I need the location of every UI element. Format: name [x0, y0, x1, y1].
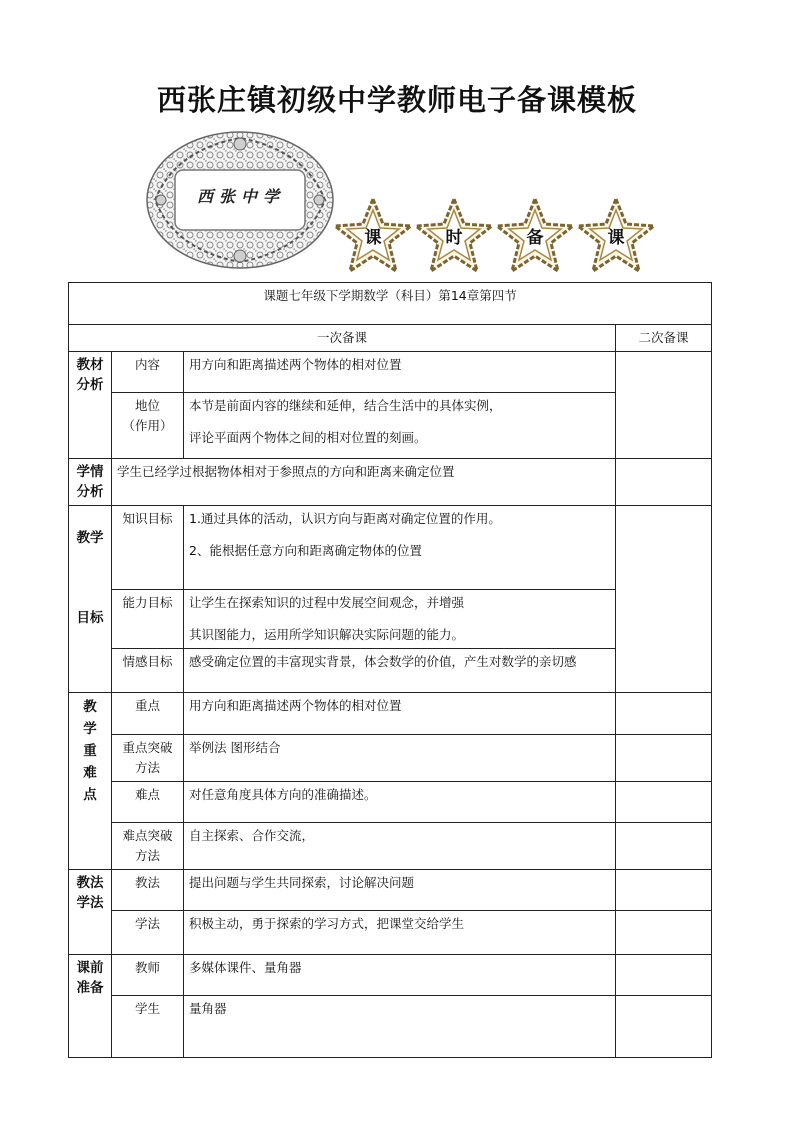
key-method-text: 举例法 图形结合 — [184, 735, 616, 782]
teaching-goals-label — [69, 506, 112, 693]
second-prep-cell[interactable] — [616, 870, 712, 911]
label-line: 准备 — [76, 980, 104, 996]
label-char: 学 — [83, 721, 97, 737]
header-first-prep: 一次备课 — [69, 325, 616, 352]
difficult-point-label: 难点 — [112, 782, 184, 823]
second-prep-cell[interactable] — [616, 459, 712, 506]
second-prep-cell[interactable] — [616, 735, 712, 782]
banner-char: 时 — [445, 228, 463, 248]
difficult-point-text: 对任意角度具体方向的准确描述。 — [184, 782, 616, 823]
second-prep-cell[interactable] — [616, 693, 712, 735]
label-char: 重 — [83, 743, 97, 759]
text-line: 评论平面两个物体之间的相对位置的刻画。 — [189, 430, 427, 445]
teacher-prep-label: 教师 — [112, 955, 184, 996]
label-char: 教 — [83, 699, 97, 715]
lesson-plan-table — [68, 282, 712, 1058]
lesson-title-cell — [69, 283, 712, 325]
seal-text: 西张中学 — [196, 187, 285, 206]
banner-char: 课 — [607, 228, 625, 248]
label-line: 目标 — [76, 610, 104, 626]
student-prep-label: 学生 — [112, 996, 184, 1058]
label-line: 地位 — [134, 398, 160, 413]
label-char: 难 — [83, 765, 97, 781]
emotion-goal-label: 情感目标 — [112, 649, 184, 693]
label-line: 教学 — [76, 530, 104, 546]
knowledge-goal-label: 知识目标 — [112, 506, 184, 590]
key-method-label — [112, 735, 184, 782]
text-line: 本节是前面内容的继续和延伸，结合生活中的具体实例， — [189, 398, 502, 413]
second-prep-cell[interactable] — [616, 823, 712, 870]
banner-star — [332, 196, 414, 274]
key-difficult-points-label — [69, 693, 112, 870]
material-analysis-label — [69, 352, 112, 459]
text-line: 1.通过具体的活动，认识方向与距离对确定位置的作用。 — [189, 511, 501, 526]
label-line: 分析 — [76, 377, 104, 393]
label-line: 分析 — [76, 484, 104, 500]
label-line: 学法 — [76, 895, 104, 911]
learner-analysis-text: 学生已经学过根据物体相对于参照点的方向和距离来确定位置 — [112, 459, 616, 506]
label-line: 方法 — [134, 848, 160, 863]
label-line: 学情 — [76, 464, 104, 480]
second-prep-cell[interactable] — [616, 955, 712, 996]
text-line: 2、能根据任意方向和距离确定物体的位置 — [189, 543, 422, 558]
emotion-goal-text: 感受确定位置的丰富现实背景，体会数学的价值，产生对数学的亲切感 — [184, 649, 616, 693]
preparation-label — [69, 955, 112, 1058]
teacher-prep-text: 多媒体课件、量角器 — [184, 955, 616, 996]
banner-char: 课 — [364, 228, 382, 248]
ability-goal-label: 能力目标 — [112, 590, 184, 649]
label-line: 重点突破 — [122, 740, 173, 755]
key-point-text: 用方向和距离描述两个物体的相对位置 — [184, 693, 616, 735]
label-line: 课前 — [76, 960, 104, 976]
second-prep-cell[interactable] — [616, 996, 712, 1058]
label-line: （作用） — [122, 418, 173, 433]
banner-star — [575, 196, 657, 274]
second-prep-cell[interactable] — [616, 782, 712, 823]
teaching-method-text: 提出问题与学生共同探索，讨论解决问题 — [184, 870, 616, 911]
position-text — [184, 393, 616, 459]
second-prep-cell[interactable] — [616, 911, 712, 955]
position-label — [112, 393, 184, 459]
label-line: 难点突破 — [122, 828, 173, 843]
text-line: 让学生在探索知识的过程中发展空间观念，并增强 — [189, 595, 465, 610]
teaching-method-label: 教法 — [112, 870, 184, 911]
label-line: 教材 — [76, 357, 104, 373]
banner-star — [494, 196, 576, 274]
label-char: 点 — [83, 787, 97, 803]
content-label: 内容 — [112, 352, 184, 393]
second-prep-cell[interactable] — [616, 506, 712, 693]
ability-goal-text — [184, 590, 616, 649]
second-prep-cell[interactable] — [616, 352, 712, 459]
student-prep-text: 量角器 — [184, 996, 616, 1058]
lesson-title: 课题七年级下学期数学（科目）第14章第四节 — [263, 288, 517, 303]
key-point-label: 重点 — [112, 693, 184, 735]
methods-label — [69, 870, 112, 955]
learning-method-text: 积极主动，勇于探索的学习方式，把课堂交给学生 — [184, 911, 616, 955]
label-line: 教法 — [76, 875, 104, 891]
banner-star — [413, 196, 495, 274]
difficult-method-text: 自主探索、合作交流， — [184, 823, 616, 870]
difficult-method-label — [112, 823, 184, 870]
header-second-prep: 二次备课 — [616, 325, 712, 352]
document-title: 西张庄镇初级中学教师电子备课模板 — [156, 83, 637, 117]
learner-analysis-label — [69, 459, 112, 506]
banner-char: 备 — [526, 228, 544, 248]
knowledge-goal-text — [184, 506, 616, 590]
label-line: 方法 — [134, 760, 160, 775]
learning-method-label: 学法 — [112, 911, 184, 955]
text-line: 其识图能力，运用所学知识解决实际问题的能力。 — [189, 627, 465, 642]
content-text: 用方向和距离描述两个物体的相对位置 — [184, 352, 616, 393]
